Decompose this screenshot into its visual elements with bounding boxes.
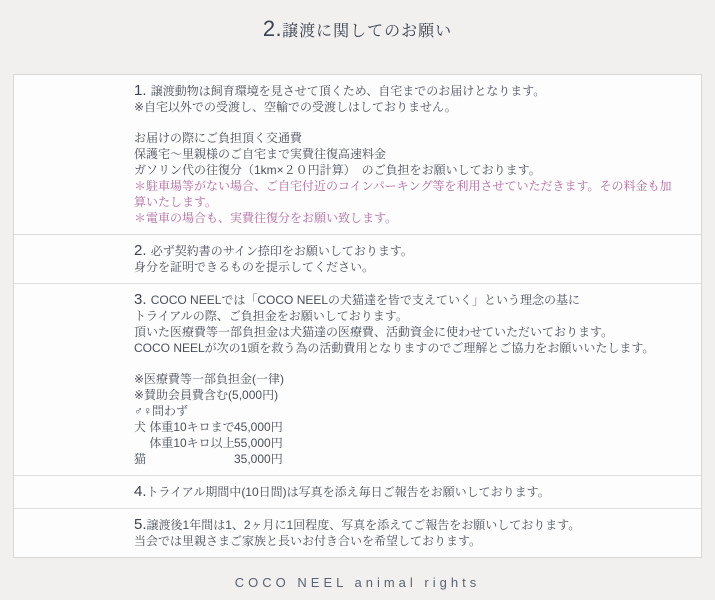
fee-row — [134, 451, 673, 467]
terms-section-3 — [14, 283, 701, 475]
section-number: 3. — [134, 291, 151, 308]
page-footer — [0, 558, 715, 592]
text-line: ※医療費等一部負担金(一律) — [134, 372, 285, 386]
text-line: ガソリン代の往復分（1km×２０円計算） のご負担をお願いしております。 — [134, 163, 541, 177]
fee-amount: 55,000円 — [234, 436, 283, 450]
fee-label: 犬 体重10キロまで — [134, 420, 235, 434]
section-heading-text: トライアル期間中(10日間)は写真を添え毎日ご報告をお願いしております。 — [146, 485, 550, 499]
text-line: ※自宅以外での受渡し、空輸での受渡しはしておりません。 — [134, 100, 457, 114]
section-number: 5. — [134, 516, 147, 533]
terms-section-5 — [14, 508, 701, 557]
text-line: 当会では里親さまご家族と長いお付き合いを希望しております。 — [134, 534, 482, 548]
section-heading — [134, 517, 673, 533]
fee-amount: 35,000円 — [234, 452, 283, 466]
fee-row — [134, 419, 673, 435]
fee-row — [134, 435, 673, 451]
section-heading — [134, 484, 673, 500]
fee-label: 猫 — [134, 452, 147, 466]
text-line: 頂いた医療費等一部負担金は犬猫達の医療費、活動資金に使わせていただいております。 — [134, 325, 614, 339]
text-line: お届けの際にご負担頂く交通費 — [134, 131, 303, 145]
section-heading — [134, 243, 673, 259]
section-heading-text: 必ず契約書のサイン捺印をお願いしております。 — [150, 244, 413, 258]
page-title — [0, 0, 715, 74]
section-heading-text: 譲渡後1年間は1、2ヶ月に1回程度、写真を添えてご報告をお願いしております。 — [146, 518, 581, 532]
page-title-number: 2. — [262, 16, 283, 41]
note-pink: ＊電車の場合も、実費往復分をお願い致します。 — [134, 211, 398, 225]
section-heading — [134, 83, 673, 99]
page-title-text: 譲渡に関してのお願い — [282, 23, 453, 40]
section-heading — [134, 292, 673, 308]
section-number: 2. — [134, 242, 151, 259]
fee-amount: 45,000円 — [234, 420, 283, 434]
note-pink: ＊駐車場等がない場合、ご自宅付近のコインパーキング等を利用させていただきます。その料金も加算いたします。 — [134, 179, 672, 209]
spacer — [134, 356, 673, 371]
text-line: COCO NEELが次の1頭を救う為の活動費用となりますのでご理解とご協力をお願いいたします。 — [134, 341, 655, 355]
terms-section-1 — [14, 75, 701, 234]
terms-section-2 — [14, 234, 701, 283]
text-line: 身分を証明できるものを提示してください。 — [134, 260, 375, 274]
section-heading-text: 譲渡動物は飼育環境を見させて頂くため、自宅までのお届けとなります。 — [150, 84, 546, 98]
terms-section-4 — [14, 475, 701, 508]
text-line: 保護宅〜里親様のご自宅まで実費往復高速料金 — [134, 147, 387, 161]
text-line: ※賛助会員費含む(5,000円) — [134, 388, 279, 402]
section-number: 4. — [134, 483, 147, 500]
terms-panel — [13, 74, 702, 558]
section-number: 1. — [134, 82, 151, 99]
footer-brand: COCO NEEL animal rights — [234, 575, 481, 590]
fee-label: 体重10キロ以上 — [134, 436, 235, 450]
section-heading-text: COCO NEELでは「COCO NEELの犬猫達を皆で支えていく」という理念の基に — [150, 293, 581, 307]
text-line: ♂♀問わず — [134, 404, 189, 418]
spacer — [134, 115, 673, 130]
text-line: トライアルの際、ご負担金をお願いしております。 — [134, 309, 408, 323]
